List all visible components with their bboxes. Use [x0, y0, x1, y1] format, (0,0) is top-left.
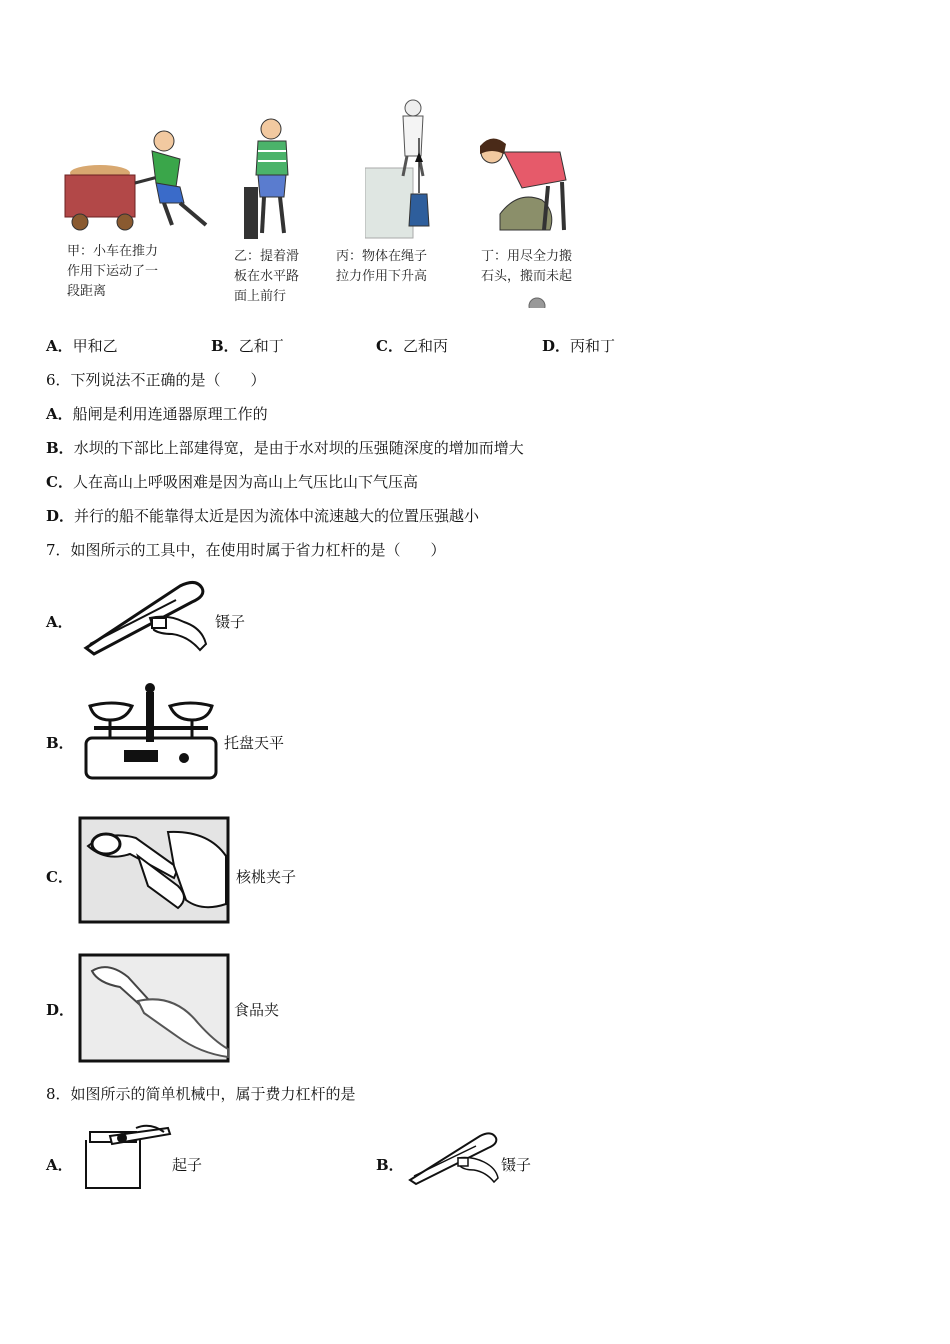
option-text: 水坝的下部比上部建得宽，是由于水对坝的压强随深度的增加而增大: [73, 439, 524, 457]
caption-yi-line2: 板在水平路: [234, 269, 300, 284]
caption-jia-line1: 甲：小车在推力: [67, 244, 159, 259]
figure-fragment-icon: [527, 296, 547, 308]
option-text: 人在高山上呼吸困难是因为高山上气压比山下气压高: [72, 473, 418, 491]
option-label: C．: [46, 868, 73, 886]
option-label: A．: [46, 613, 73, 631]
option-label: D．: [542, 337, 571, 355]
option-label: B．: [46, 734, 74, 752]
option-caption: 镊子: [501, 1156, 532, 1174]
option-text: 甲和乙: [72, 337, 118, 355]
option-text: 船闸是利用连通器原理工作的: [72, 405, 268, 423]
caption-ding-line1: 丁：用尽全力搬: [481, 249, 573, 264]
option-text: 并行的船不能靠得太近是因为流体中流速越大的位置压强越小: [74, 507, 480, 525]
q7-stem: 7．如图所示的工具中，在使用时属于省力杠杆的是（ ）: [46, 541, 446, 559]
q8-stem: 8．如图所示的简单机械中，属于费力杠杆的是: [46, 1085, 356, 1103]
caption-yi-line1: 乙：提着滑: [234, 249, 300, 264]
q5-option-a[interactable]: [46, 335, 118, 356]
option-label: A．: [46, 337, 73, 355]
option-caption: 核桃夹子: [236, 868, 297, 886]
cart-push-illustration: [60, 125, 220, 237]
nutcracker-icon: [78, 816, 230, 924]
q5-option-d[interactable]: [542, 335, 615, 356]
option-caption: 食品夹: [234, 1001, 280, 1019]
option-text: 乙和丙: [402, 337, 448, 355]
tweezers-icon: [80, 574, 210, 660]
q6-option-d[interactable]: [46, 505, 479, 526]
option-label: A．: [46, 1156, 73, 1174]
option-label: D．: [46, 1001, 75, 1019]
q6-stem: 6．下列说法不正确的是（ ）: [46, 371, 266, 389]
option-label: C．: [376, 337, 403, 355]
caption-ding-line2: 石头，搬而未起: [481, 269, 573, 284]
bottle-opener-icon: [76, 1118, 174, 1190]
q6-option-a[interactable]: [46, 403, 268, 424]
caption-jia-line3: 段距离: [67, 284, 107, 299]
option-caption: 托盘天平: [224, 734, 285, 752]
rope-lifting-illustration: [365, 98, 445, 240]
option-label: B．: [46, 439, 74, 457]
q6-option-c[interactable]: [46, 471, 418, 492]
food-tongs-icon: [78, 953, 230, 1063]
lifting-rock-illustration: [470, 130, 578, 238]
q6-option-b[interactable]: [46, 437, 524, 458]
option-text: 丙和丁: [570, 337, 616, 355]
option-label: B．: [211, 337, 239, 355]
balance-scale-icon: [80, 682, 222, 784]
option-label: A．: [46, 405, 73, 423]
option-caption: 起子: [172, 1156, 203, 1174]
option-label: D．: [46, 507, 75, 525]
caption-bing-line1: 丙：物体在绳子: [336, 249, 428, 264]
option-caption: 镊子: [215, 613, 246, 631]
caption-bing-line2: 拉力作用下升高: [336, 269, 428, 284]
caption-yi-line3: 面上前行: [234, 289, 287, 304]
q5-option-c[interactable]: [376, 335, 448, 356]
caption-jia-line2: 作用下运动了一: [67, 264, 159, 279]
option-label: C．: [46, 473, 73, 491]
option-text: 乙和丁: [238, 337, 284, 355]
q5-option-b[interactable]: [211, 335, 284, 356]
tweezers-icon: [406, 1126, 502, 1188]
boy-carrying-board-illustration: [238, 115, 308, 250]
option-label: B．: [376, 1156, 404, 1174]
